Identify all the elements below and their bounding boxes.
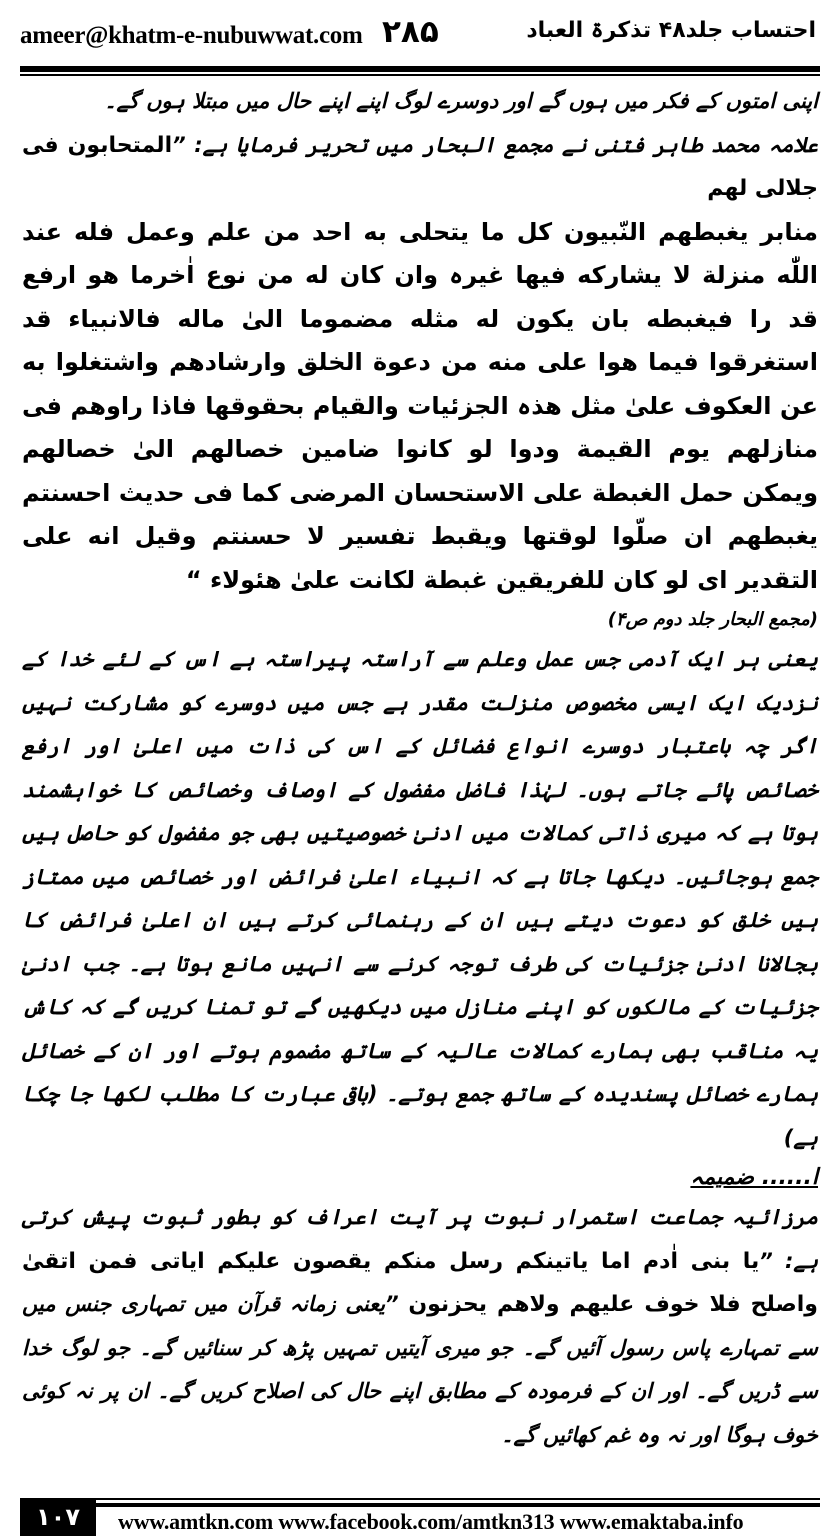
- footer-links: www.amtkn.com www.facebook.com/amtkn313 www.emaktaba.info: [118, 1509, 744, 1534]
- appendix-intro: مرزائیہ جماعت استمرار نبوت پر آیت اعراف کو بطور ثبوت پیش کرتی ہے: ”: [22, 1205, 819, 1273]
- header-rule-thin: [20, 74, 820, 76]
- footer-rule: [20, 1498, 820, 1500]
- reference: (مجمع البحار جلد دوم ص۴): [607, 609, 818, 630]
- header-email: ameer@khatm-e-nubuwwat.com: [20, 22, 363, 49]
- appendix-verse: یا بنی اٰدم اما یاتینکم رسل منکم یقصون علیکم ایاتی فمن اتقیٰ واصلح فلا خوف علیھم ولاھم یحزنون: [22, 1248, 818, 1317]
- serial-number-badge: ۱۰۷: [20, 1498, 96, 1536]
- page-header: [0, 0, 840, 68]
- citation-arabic-start: المتحابون فی جلالی لھم: [22, 132, 818, 201]
- arabic-quote: منابر یغبطھم النّبیون کل ما یتحلی به احد من علم وعمل فله عند اللّٰه منزلة لا یشارکه فیھا غیرہ وان کان له من نوع اٰخرما ھو ارفع قد را فیغبطه بان یکون له مثله مضموما الیٰ ماله فالانبیاء قد استغرقوا فیما ھوا علی منه من دعوة الخلق وارشادھم واشتغلوا به عن العکوف علیٰ مثل ھذہ الجزئیات والقیام بحقوقھا فاذا راوھم فی منازلھم یوم القیمة ودوا لو کانوا ضامین خصالھم الیٰ خصالھم ویمکن حمل الغبطة علی الاستحسان المرضی کما فی حدیث احسنتم یغبطھم ان صلّوا لوقتھا ویقبط تفسیر لا حسنتم وقیل انه علی التقدیر ای لو کان للفریقین غبطة لکانت علیٰ ھئولاء “: [22, 217, 818, 594]
- urdu-translation: یعنی ہر ایک آدمی جس عمل وعلم سے آراستہ پیراستہ ہے اس کے لئے خدا کے نزدیک ایک ایسی مخصوص منزلت مقدر ہے جس میں دوسرے کو مشارکت نہیں اگر چہ باعتبار دوسرے انواع فضائل کے اس کی ذات میں اعلیٰ اور ارفع خصائص پائے جاتے ہوں۔ لہٰذا فاضل مفضول کے اوصاف وخصائص کا خواہشمند ہوتا ہے کہ میری ذاتی کمالات میں ادنیٰ خصوصیتیں بھی جو مفضول کو حاصل ہیں جمع ہوجائیں۔ دیکھا جاتا ہے کہ انبیاء اعلیٰ فرائض اور خصائص میں ممتاز ہیں خلق کو دعوت دیتے ہیں ان کے رہنمائی کرتے ہیں ان اعلیٰ فرائض کا بجالانا ادنیٰ جزئیات کی طرف توجہ کرنے سے انہیں مانع ہوتا ہے۔ جب ادنیٰ جزئیات کے مالکوں کو اپنے منازل میں دیکھیں گے تو تمنا کریں گے کہ کاش یہ مناقب بھی ہمارے کمالات عالیہ کے ساتھ مضموم ہوتے اور ان کے خصائل ہمارے خصائل پسندیدہ کے ساتھ جمع ہوتے۔ (باقی عبارت کا مطلب لکھا جا چکا ہے): [22, 647, 818, 1150]
- appendix-paragraph: [22, 1196, 818, 1457]
- page-body: [22, 80, 818, 1457]
- citation-urdu: علامہ محمد طاہر فتنی نے مجمع البحار میں تحریر فرمایا ہے: ”: [172, 132, 818, 157]
- appendix-translation: ”یعنی زمانہ قرآن میں تمہاری جنس میں سے تمہارے پاس رسول آئیں گے۔ جو میری آیتیں تمہیں پڑھ کر سنائیں گے۔ جو لوگ خدا سے ڈریں گے۔ اور ان کے فرمودہ کے مطابق اپنے حال کی اصلاح کریں گے۔ ان پر نہ کوئی خوف ہوگا اور نہ وہ غم کھائیں گے۔: [22, 1292, 818, 1447]
- paragraph-citation: [22, 124, 818, 211]
- running-title: احتساب جلد۴۸ تذکرۃ العباد: [526, 18, 816, 43]
- page-number: ۲۸۵: [382, 14, 439, 50]
- header-rule: [20, 66, 820, 72]
- paragraph-intro: اپنی امتوں کے فکر میں ہوں گے اور دوسرے لوگ اپنے اپنے حال میں مبتلا ہوں گے۔: [104, 89, 818, 113]
- appendix-heading: ا...... ضمیمہ: [690, 1165, 818, 1190]
- footer-rule-thick: [20, 1503, 820, 1507]
- page-footer: [0, 1492, 840, 1540]
